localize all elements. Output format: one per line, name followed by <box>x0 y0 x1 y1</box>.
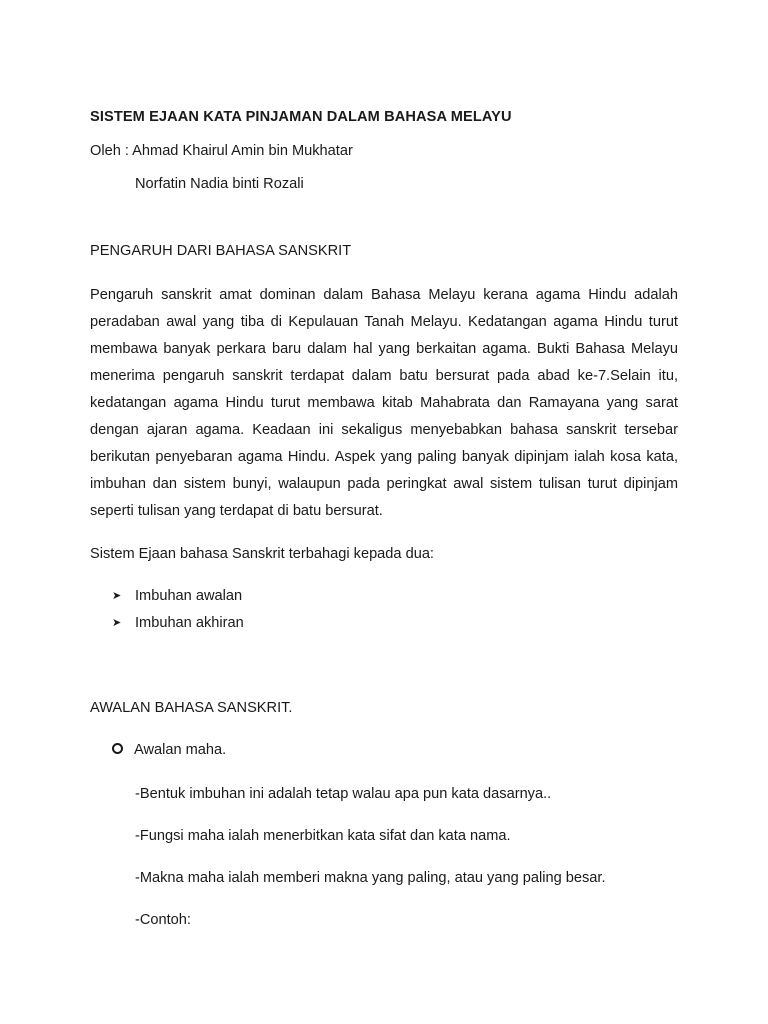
circle-bullet-icon <box>112 743 123 754</box>
bullet-label: Imbuhan akhiran <box>135 615 244 631</box>
detail-line: -Contoh: <box>135 912 191 928</box>
document-title: SISTEM EJAAN KATA PINJAMAN DALAM BAHASA MELAYU <box>90 109 512 125</box>
detail-line: -Fungsi maha ialah menerbitkan kata sifat dan kata nama. <box>135 828 511 844</box>
bullet-item <box>112 587 242 605</box>
circle-bullet-item <box>112 741 226 759</box>
intro-line: Sistem Ejaan bahasa Sanskrit terbahagi kepada dua: <box>90 546 434 562</box>
author-line-2: Norfatin Nadia binti Rozali <box>135 176 304 192</box>
arrow-bullet-icon: ➤ <box>112 590 122 602</box>
arrow-bullet-icon: ➤ <box>112 617 122 629</box>
detail-line: -Bentuk imbuhan ini adalah tetap walau apa pun kata dasarnya.. <box>135 786 552 802</box>
circle-bullet-label: Awalan maha. <box>134 742 227 758</box>
section-heading-sanskrit-prefix: AWALAN BAHASA SANSKRIT. <box>90 700 293 716</box>
detail-line: -Makna maha ialah memberi makna yang paling, atau yang paling besar. <box>135 870 606 886</box>
bullet-item <box>112 614 244 632</box>
paragraph-sanskrit-influence: Pengaruh sanskrit amat dominan dalam Bahasa Melayu kerana agama Hindu adalah peradaban awal yang tiba di Kepulauan Tanah Melayu. Kedatangan agama Hindu turut membawa banyak perkara baru dalam hal yang berkaitan agama. Bukti Bahasa Melayu menerima pengaruh sanskrit terdapat dalam batu bersurat pada abad ke-7.Selain itu, kedatangan agama Hindu turut membawa kitab Mahabrata dan Ramayana yang sarat dengan ajaran agama. Keadaan ini sekaligus menyebabkan bahasa sanskrit tersebar berikutan penyebaran agama Hindu. Aspek yang paling banyak dipinjam ialah kosa kata, imbuhan dan sistem bunyi, walaupun pada peringkat awal sistem tulisan turut dipinjam seperti tulisan yang terdapat di batu bersurat. <box>90 287 678 519</box>
bullet-label: Imbuhan awalan <box>135 588 243 604</box>
section-heading-sanskrit-influence: PENGARUH DARI BAHASA SANSKRIT <box>90 243 352 259</box>
author-line-1: Oleh : Ahmad Khairul Amin bin Mukhatar <box>90 143 353 159</box>
